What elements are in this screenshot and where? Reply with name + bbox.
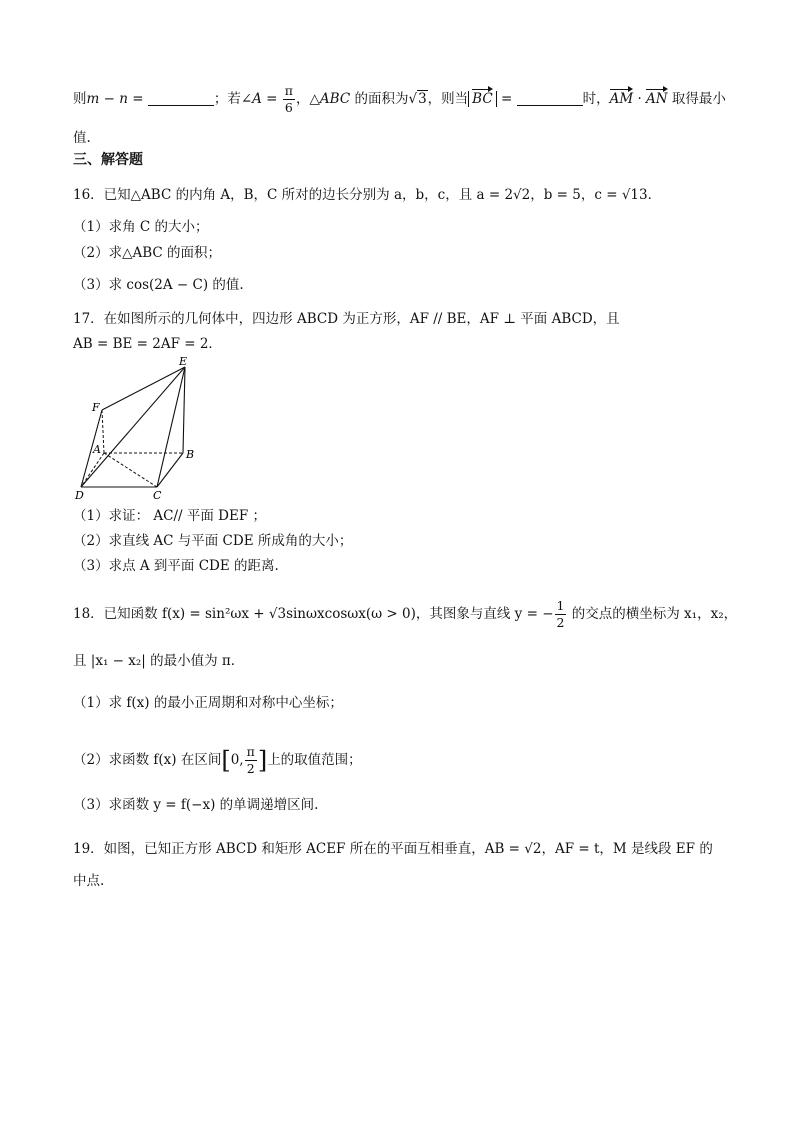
question-16-part-1: （1）求角 C 的大小；	[73, 219, 209, 235]
dot-operator: ·	[633, 91, 647, 107]
question-16-part-2: （2）求△ABC 的面积；	[73, 245, 222, 261]
pi-numerator: π	[246, 744, 255, 759]
pi-denominator: 2	[246, 761, 255, 776]
q18-main-text: 18．已知函数 f(x) = sin²ωx + √3sinωxcosωx(ω > 0)，其图象与直线 y = −	[73, 606, 554, 622]
answer-blank-2[interactable]	[517, 105, 583, 106]
q18-interval-start: 0,	[230, 752, 244, 768]
edge-DE	[81, 367, 185, 487]
text-ruo-angle: ；若∠	[213, 91, 253, 107]
text-triangle: ，△	[296, 91, 320, 107]
text-then-when: ，则当	[427, 91, 469, 107]
q18-part2-prefix: （2）求函数 f(x) 在区间	[73, 752, 222, 768]
question-17-part-1: （1）求证： AC// 平面 DEF ；	[73, 508, 266, 524]
label-F: F	[92, 401, 100, 414]
abs-vector-bc	[468, 91, 497, 107]
var-A: A	[252, 91, 262, 107]
radicand-3: 3	[418, 91, 427, 107]
text-area: 的面积为	[350, 91, 409, 107]
vector-AN: AN	[646, 91, 668, 107]
q15-end-line: 值.	[73, 130, 91, 146]
question-18-part-3: （3）求函数 y = f(−x) 的单调递增区间.	[73, 797, 319, 813]
var-m: m	[86, 91, 100, 107]
question-18-part-1: （1）求 f(x) 的最小正周期和对称中心坐标；	[73, 695, 343, 711]
edge-FE	[102, 367, 185, 410]
equals-2: =	[261, 91, 282, 107]
frac-numerator: π	[284, 83, 294, 98]
text-minimum: 取得最小	[667, 91, 726, 107]
label-A: A	[93, 443, 101, 456]
question-17-part-3: （3）求点 A 到平面 CDE 的距离.	[73, 558, 279, 574]
question-16-stem: 16．已知△ABC 的内角 A，B，C 所对的边长分别为 a，b，c，且 a = 2√2，b = 5，c = √13．	[73, 187, 662, 203]
label-D: D	[75, 489, 84, 502]
edge-FA-hidden	[102, 410, 104, 453]
fraction-pi-6	[283, 83, 295, 116]
q15-continuation-line	[73, 83, 726, 116]
question-16-part-3: （3）求 cos(2A − C) 的值.	[73, 277, 244, 293]
question-17-part-2: （2）求直线 AC 与平面 CDE 所成角的大小；	[73, 533, 353, 549]
half-numerator: 1	[556, 598, 565, 613]
label-B: B	[186, 448, 195, 461]
sqrt-3: √3	[408, 91, 427, 107]
edge-AD-hidden	[81, 453, 104, 487]
bracket-close: ]	[257, 746, 268, 775]
section-heading-3: 三、解答题	[73, 152, 143, 168]
fraction-pi-2	[245, 744, 257, 777]
var-ABC: ABC	[319, 91, 351, 107]
fraction-one-half	[555, 598, 567, 631]
half-denominator: 2	[556, 615, 565, 630]
question-18-stem-2: 且 |x₁ − x₂| 的最小值为 π．	[73, 653, 245, 669]
label-E: E	[179, 356, 188, 368]
question-19-stem-2: 中点.	[73, 873, 105, 889]
equals: =	[127, 91, 148, 107]
edge-AC-hidden	[104, 453, 157, 487]
answer-blank-1[interactable]	[148, 105, 214, 106]
q18-tail-text: 的交点的横坐标为 x₁，x₂，	[567, 606, 738, 622]
vector-BC: BC	[472, 91, 493, 107]
question-18-part-2	[73, 744, 362, 777]
minus: −	[99, 91, 120, 107]
var-n: n	[119, 91, 128, 107]
question-17-stem: 17．在如图所示的几何体中，四边形 ABCD 为正方形，AF // BE，AF ⊥ 平面 ABCD，且	[73, 311, 620, 327]
text-when: 时，	[582, 91, 610, 107]
question-17-stem-2: AB = BE = 2AF = 2．	[73, 336, 222, 352]
question-18-stem	[73, 598, 737, 631]
frac-denominator: 6	[284, 100, 293, 115]
edge-BE	[183, 367, 185, 453]
label-C: C	[153, 489, 162, 502]
text-ze: 则	[73, 91, 87, 107]
question-19-stem: 19．如图，已知正方形 ABCD 和矩形 ACEF 所在的平面互相垂直，AB = √2，AF = t，M 是线段 EF 的	[73, 841, 713, 857]
vector-AM: AM	[609, 91, 634, 107]
q18-part2-suffix: 上的取值范围；	[267, 752, 362, 768]
geometry-figure-q17	[73, 356, 203, 502]
equals-3: =	[496, 91, 517, 107]
bracket-open: [	[221, 746, 231, 775]
